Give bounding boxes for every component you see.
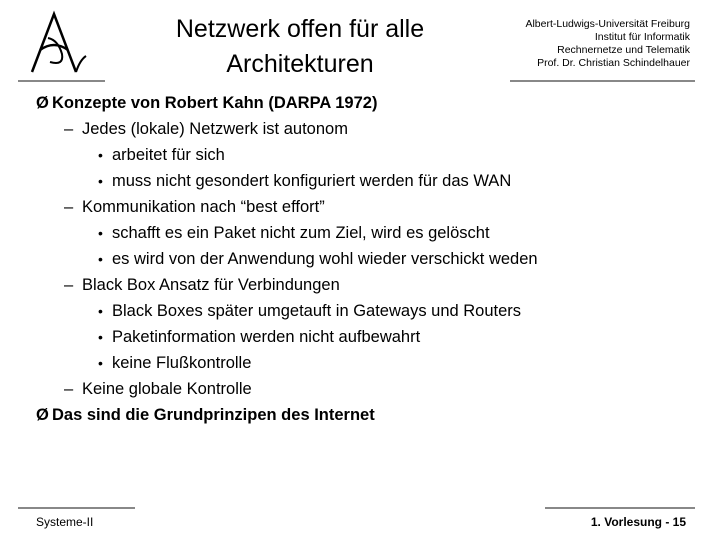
bullet-text: Paketinformation werden nicht aufbewahrt (112, 328, 421, 346)
bullet-text: Black Boxes später umgetauft in Gateways und Routers (112, 302, 522, 320)
dot-bullet-icon: • (98, 303, 103, 319)
dash-bullet-icon: – (64, 276, 74, 294)
institution-line: Prof. Dr. Christian Schindelhauer (537, 57, 690, 69)
institution-line: Institut für Informatik (594, 31, 690, 43)
bullet-level1 (36, 406, 375, 425)
arrow-bullet-icon: Ø (36, 406, 49, 424)
dash-bullet-icon: – (64, 198, 74, 216)
university-logo-icon (28, 10, 88, 76)
header-divider-right (510, 80, 695, 82)
bullet-level3 (98, 250, 538, 269)
dot-bullet-icon: • (98, 251, 103, 267)
bullet-text: Kommunikation nach “best effort” (82, 198, 325, 216)
bullet-text: keine Flußkontrolle (112, 354, 252, 372)
bullet-text: muss nicht gesondert konfiguriert werden für das WAN (112, 172, 512, 190)
dot-bullet-icon: • (98, 173, 103, 189)
bullet-text: Konzepte von Robert Kahn (DARPA 1972) (52, 94, 378, 112)
bullet-text: Jedes (lokale) Netzwerk ist autonom (82, 120, 348, 138)
bullet-level3 (98, 172, 511, 191)
bullet-level2 (64, 198, 325, 217)
bullet-text: arbeitet für sich (112, 146, 225, 164)
bullet-level1 (36, 94, 377, 113)
bullet-text: schafft es ein Paket nicht zum Ziel, wird es gelöscht (112, 224, 490, 242)
footer-page-number: 1. Vorlesung - 15 (590, 515, 686, 529)
dash-bullet-icon: – (64, 120, 74, 138)
bullet-level3 (98, 302, 521, 321)
institution-line: Albert-Ludwigs-Universität Freiburg (525, 18, 690, 30)
institution-block (470, 18, 690, 70)
footer-course: Systeme-II (36, 515, 94, 529)
title-line-1: Netzwerk offen für alle (175, 15, 425, 43)
bullet-level3 (98, 146, 225, 165)
arrow-bullet-icon: Ø (36, 94, 49, 112)
bullet-text: es wird von der Anwendung wohl wieder verschickt weden (112, 250, 538, 268)
institution-line: Rechnernetze und Telematik (557, 44, 690, 56)
bullet-text: Black Box Ansatz für Verbindungen (82, 276, 340, 294)
bullet-level2 (64, 380, 252, 399)
bullet-level2 (64, 120, 348, 139)
dot-bullet-icon: • (98, 147, 103, 163)
bullet-level3 (98, 328, 420, 347)
dot-bullet-icon: • (98, 225, 103, 241)
bullet-level3 (98, 224, 490, 243)
dash-bullet-icon: – (64, 380, 74, 398)
header-divider-left (18, 80, 105, 82)
footer-divider-right (545, 507, 695, 509)
bullet-text: Das sind die Grundprinzipen des Internet (52, 406, 375, 424)
bullet-level2 (64, 276, 340, 295)
footer-divider-left (18, 507, 135, 509)
bullet-level3 (98, 354, 251, 373)
dot-bullet-icon: • (98, 355, 103, 371)
dot-bullet-icon: • (98, 329, 103, 345)
bullet-text: Keine globale Kontrolle (82, 380, 252, 398)
title-line-2: Architekturen (226, 50, 374, 78)
page-title (130, 12, 470, 82)
